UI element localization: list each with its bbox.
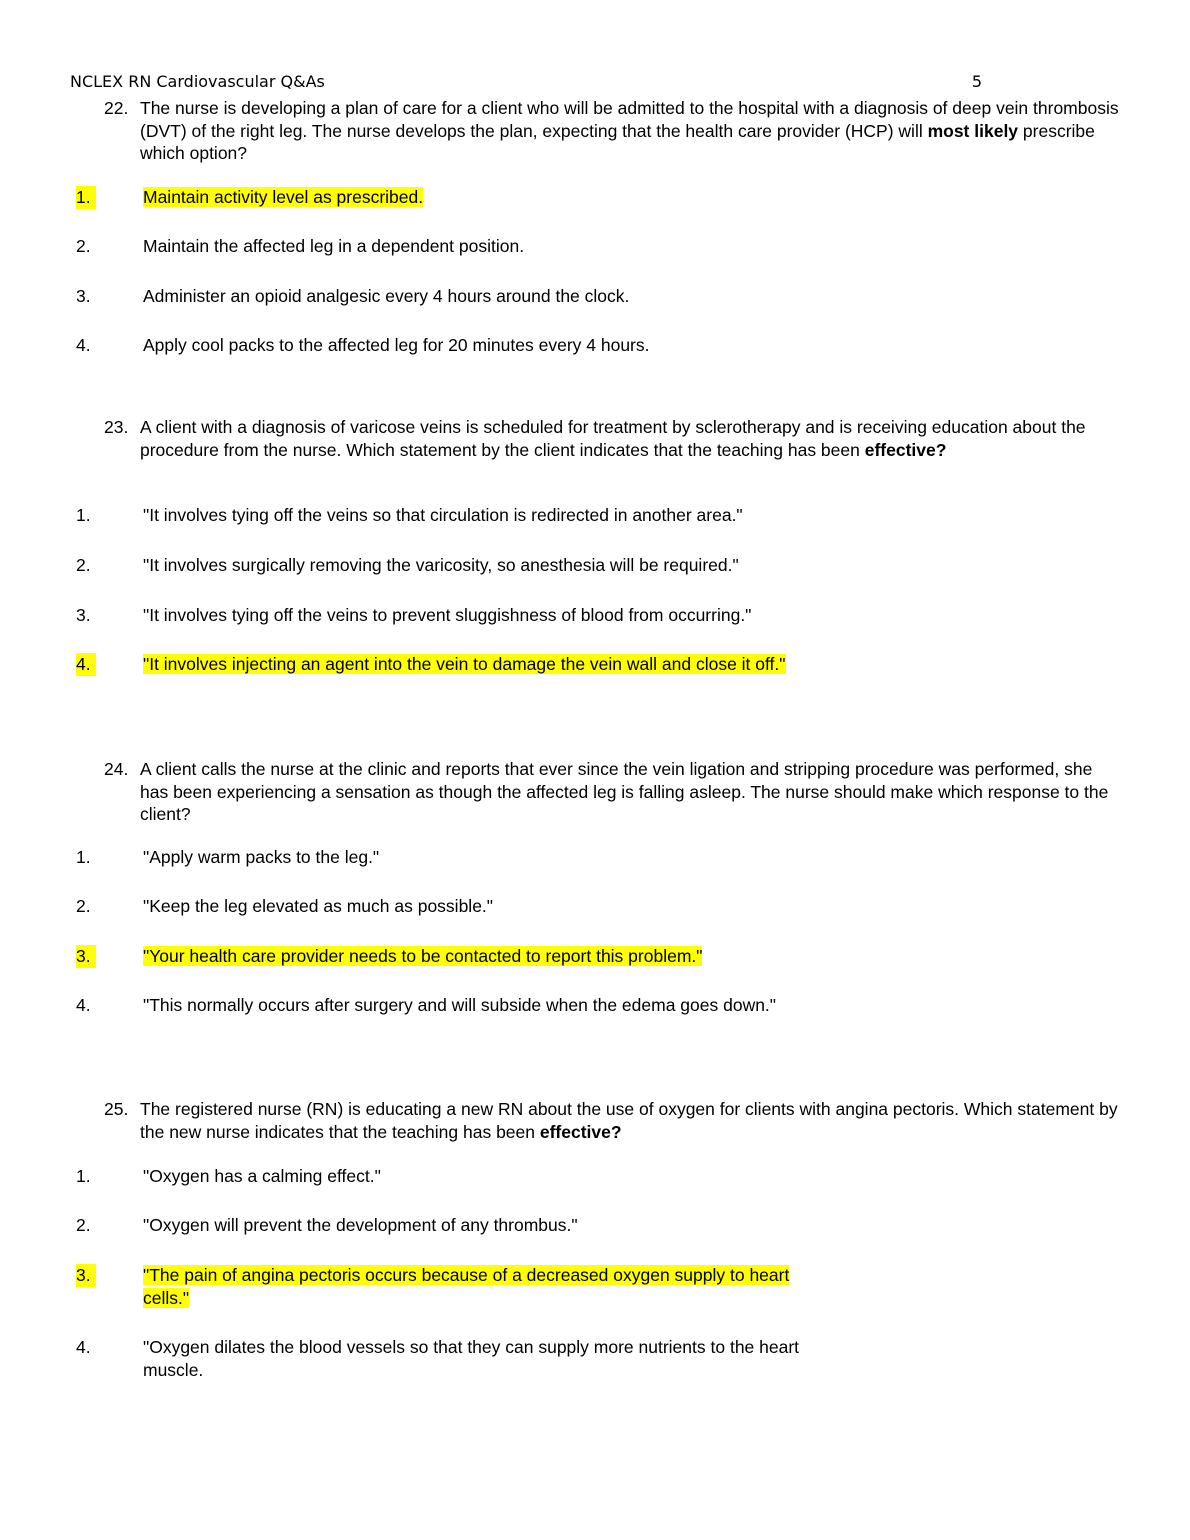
question-22-option-4: 4. Apply cool packs to the affected leg for 20 minutes every 4 hours. (76, 335, 650, 355)
question-24-option-2: 2. "Keep the leg elevated as much as possible." (76, 896, 493, 916)
question-number: 22. (104, 98, 129, 118)
question-text: The registered nurse (RN) is educating a new RN about the use of oxygen for clients with angina pectoris. Which statement by the new nurse indicates that the teaching has been effective? (140, 1099, 1118, 1142)
page-number: 5 (971, 72, 982, 91)
question-23-option-2: 2. "It involves surgically removing the varicosity, so anesthesia will be required." (76, 555, 739, 575)
question-text: A client calls the nurse at the clinic and reports that ever since the vein ligation and stripping procedure was performed, she has been experiencing a sensation as though the affected leg is falling asleep. The nurse should make which response to the client? (140, 759, 1109, 824)
question-22-option-2: 2. Maintain the affected leg in a dependent position. (76, 236, 525, 256)
question-text: A client with a diagnosis of varicose veins is scheduled for treatment by sclerotherapy and is receiving education about the procedure from the nurse. Which statement by the client indicates that the teaching has been effective? (140, 417, 1086, 460)
question-24-option-3: 3. "Your health care provider needs to be contacted to report this problem." (76, 946, 703, 966)
question-23-stem (104, 416, 1124, 461)
question-25-option-2: 2. "Oxygen will prevent the development of any thrombus." (76, 1215, 578, 1235)
question-25-option-4: 4. "Oxygen dilates the blood vessels so that they can supply more nutrients to the heart muscle. (76, 1337, 800, 1380)
question-24-stem (104, 758, 1124, 826)
question-25-option-1: 1. "Oxygen has a calming effect." (76, 1166, 381, 1186)
question-22-option-3: 3. Administer an opioid analgesic every 4 hours around the clock. (76, 286, 630, 306)
question-23-option-4: 4. "It involves injecting an agent into the vein to damage the vein wall and close it off." (76, 654, 786, 674)
question-25-option-3: 3. "The pain of angina pectoris occurs because of a decreased oxygen supply to heart cells." (76, 1265, 790, 1308)
question-23-option-1: 1. "It involves tying off the veins so that circulation is redirected in another area." (76, 505, 743, 525)
question-number: 23. (104, 417, 129, 437)
question-23-option-3: 3. "It involves tying off the veins to prevent sluggishness of blood from occurring." (76, 605, 752, 625)
question-number: 25. (104, 1099, 129, 1119)
question-24-option-1: 1. "Apply warm packs to the leg." (76, 847, 380, 867)
question-22-stem (104, 97, 1124, 165)
question-22-option-1: 1. Maintain activity level as prescribed. (76, 187, 424, 207)
question-24-option-4: 4. "This normally occurs after surgery and will subside when the edema goes down." (76, 995, 777, 1015)
question-number: 24. (104, 759, 129, 779)
document-title: NCLEX RN Cardiovascular Q&As (70, 72, 325, 91)
page-header (70, 72, 982, 96)
question-text: The nurse is developing a plan of care for a client who will be admitted to the hospital with a diagnosis of deep vein thrombosis (DVT) of the right leg. The nurse develops the plan, expecting that the health care provider (HCP) will most likely prescribe which option? (140, 98, 1119, 163)
question-25-stem (104, 1098, 1124, 1143)
